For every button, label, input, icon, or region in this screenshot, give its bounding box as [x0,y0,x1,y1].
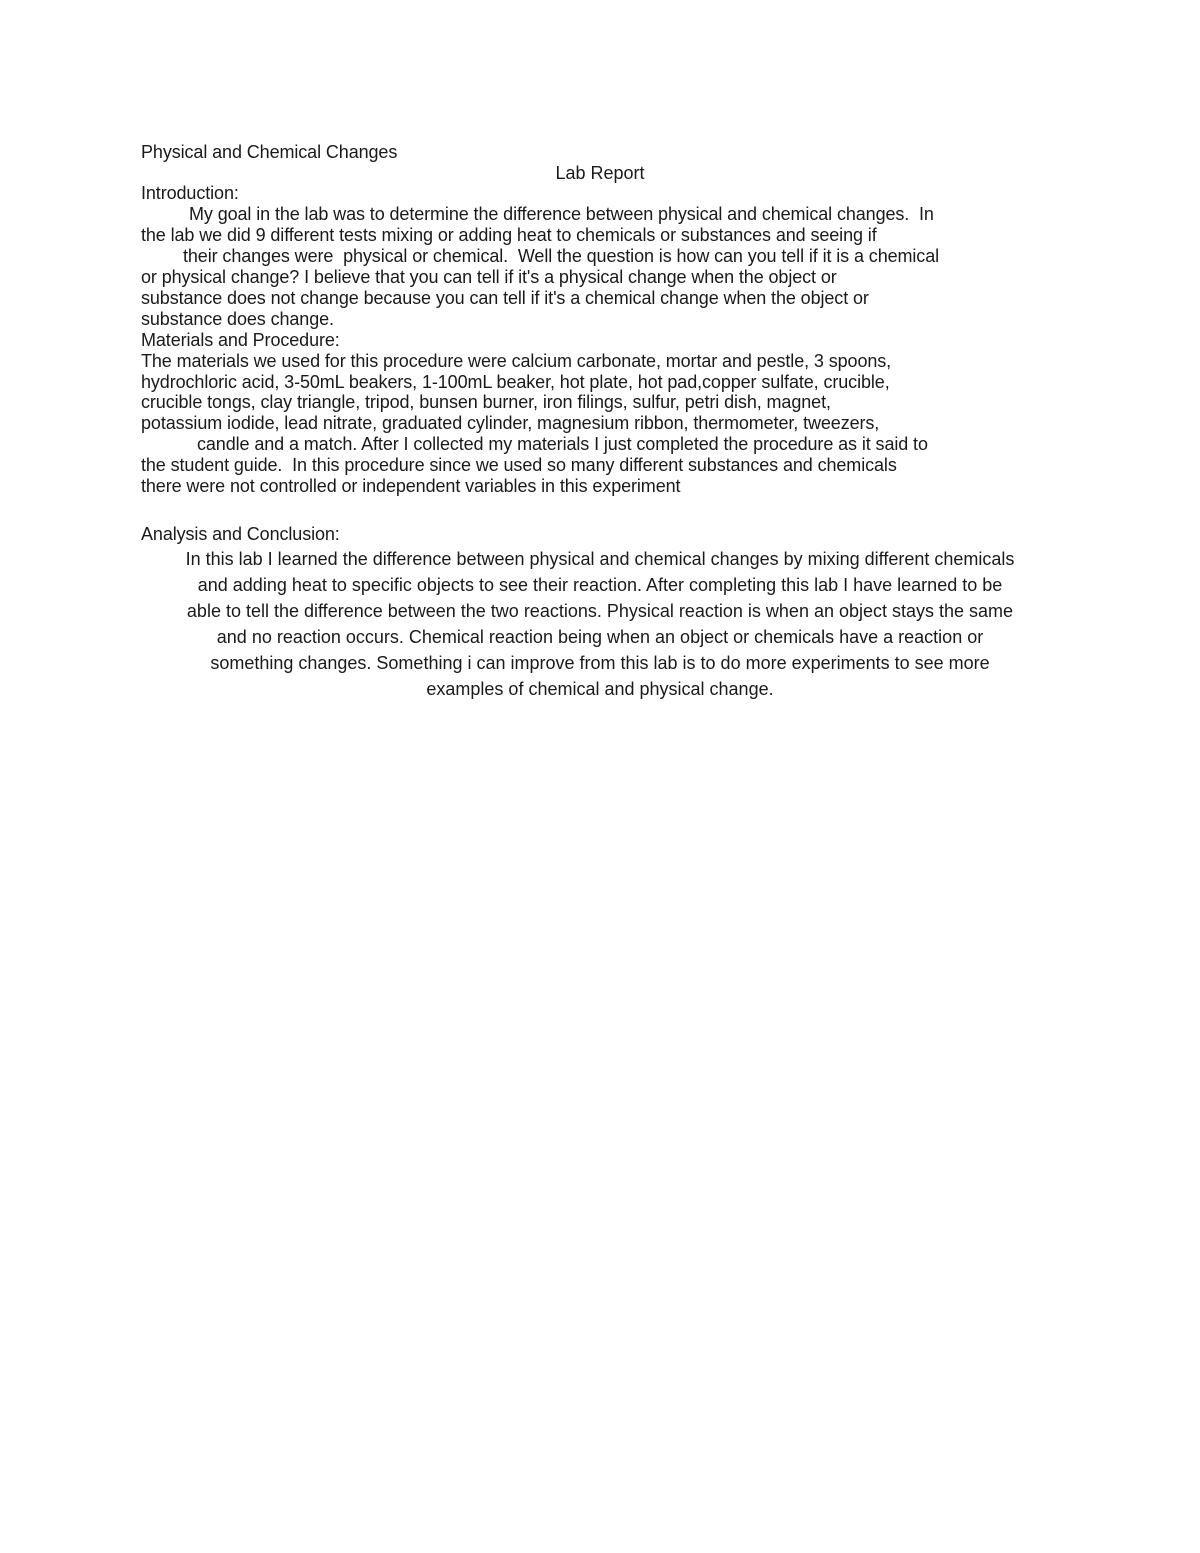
materials-line: crucible tongs, clay triangle, tripod, bunsen burner, iron filings, sulfur, petri dish, magnet, [141,392,831,412]
analysis-heading: Analysis and Conclusion: [141,524,340,544]
analysis-line: In this lab I learned the difference between physical and chemical changes by mixing different chemicals [185,549,1015,569]
materials-heading: Materials and Procedure: [141,330,340,350]
analysis-paragraph [140,546,1060,702]
document-title: Physical and Chemical Changes [141,142,398,162]
analysis-line: something changes. Something i can improve from this lab is to do more experiments to see more [210,653,990,673]
introduction-line: the lab we did 9 different tests mixing or adding heat to chemicals or substances and seeing if [141,225,877,245]
introduction-line: substance does change. [141,309,334,329]
materials-line: the student guide. In this procedure since we used so many different substances and chemicals [141,455,897,475]
analysis-line: and no reaction occurs. Chemical reaction being when an object or chemicals have a reaction or [216,627,984,647]
introduction-line: or physical change? I believe that you can tell if it's a physical change when the object or [141,267,837,287]
materials-line: hydrochloric acid, 3-50mL beakers, 1-100mL beaker, hot plate, hot pad,copper sulfate, crucible, [141,372,890,392]
introduction-line: My goal in the lab was to determine the difference between physical and chemical changes. In [189,204,934,224]
materials-line: The materials we used for this procedure were calcium carbonate, mortar and pestle, 3 spoons, [141,351,892,371]
introduction-heading: Introduction: [141,183,239,203]
materials-line: candle and a match. After I collected my materials I just completed the procedure as it said to [197,434,928,454]
analysis-line: and adding heat to specific objects to see their reaction. After completing this lab I have learned to be [197,575,1003,595]
introduction-line: substance does not change because you can tell if it's a chemical change when the object or [141,288,869,308]
materials-line: potassium iodide, lead nitrate, graduated cylinder, magnesium ribbon, thermometer, tweezers, [141,413,880,433]
analysis-line: able to tell the difference between the two reactions. Physical reaction is when an object stays the same [186,601,1014,621]
document-subtitle: Lab Report [555,163,645,183]
materials-line: there were not controlled or independent variables in this experiment [141,476,681,496]
analysis-line: examples of chemical and physical change. [426,679,774,699]
introduction-line: their changes were physical or chemical. Well the question is how can you tell if it is a chemical [183,246,940,266]
